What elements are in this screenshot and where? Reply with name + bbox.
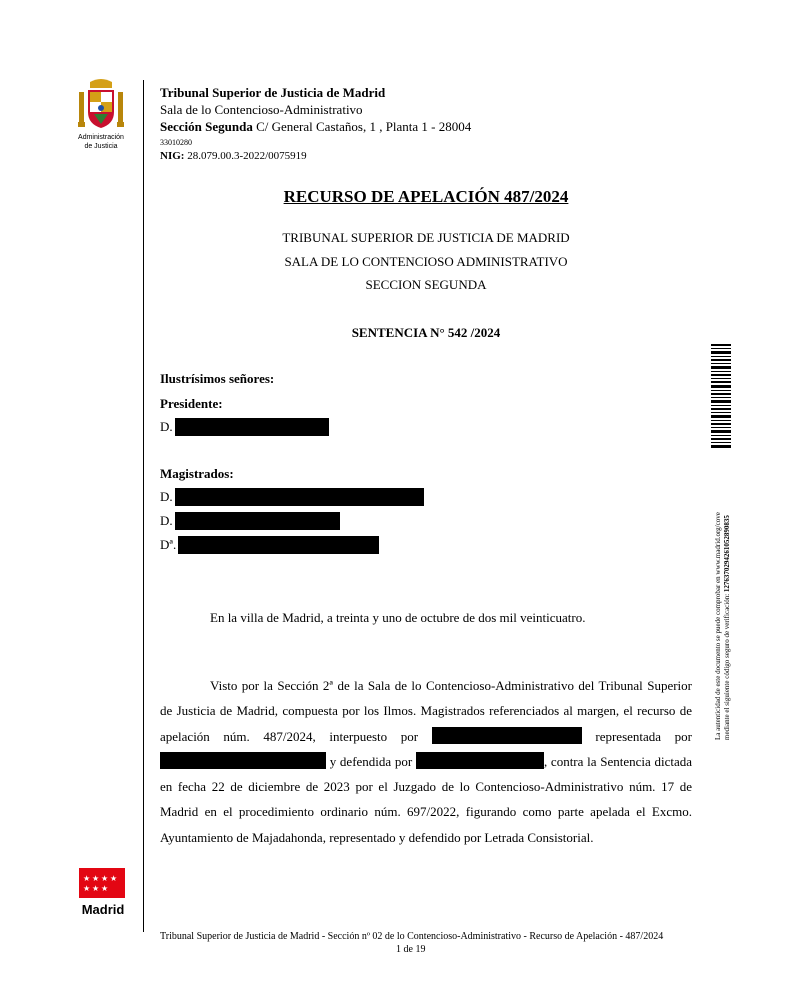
verification-line1: La autenticidad de este documento se puede comprobar en www.madrid.org/cove (714, 512, 722, 740)
redacted-name (175, 512, 340, 530)
body-text-4: , contra la Sentencia dictada en fecha 22 de diciembre de 2023 por el Juzgado de lo Contencioso-Administrativo núm. 17 de Madrid en el procedimiento ordinario núm. 697/2022, figurando como parte apelada el Excmo. Ayuntamiento de Majadahonda, representado y defendido por Letrada Consistorial. (160, 753, 692, 845)
margin-rule (143, 80, 144, 932)
court-block-line: SECCION SEGUNDA (365, 277, 487, 292)
president-line (160, 418, 329, 436)
body-text-3: y defendida por (329, 753, 413, 769)
verification-note (714, 460, 736, 740)
redacted-lawyer (416, 752, 544, 769)
name-prefix: D. (160, 419, 173, 434)
madrid-logo-label: Madrid (81, 902, 125, 917)
coat-of-arms-icon (76, 78, 126, 134)
court-block-line: TRIBUNAL SUPERIOR DE JUSTICIA DE MADRID (282, 230, 570, 245)
sentencia-number: SENTENCIA N° 542 /2024 (351, 325, 501, 340)
section-label: Sección Segunda (160, 119, 253, 134)
page-footer: Tribunal Superior de Justicia de Madrid - Sección nº 02 de lo Contencioso-Administrativo - Recurso de Apelación - 487/2024 (160, 931, 664, 942)
verification-code: 1276370294261052890835 (723, 515, 731, 593)
stars-icon (79, 868, 125, 898)
crest-caption (64, 133, 138, 151)
document-title: RECURSO DE APELACIÓN 487/2024 (283, 187, 569, 206)
redacted-name (178, 536, 379, 554)
svg-text:★: ★ (92, 884, 100, 893)
magistrates-label: Magistrados: (160, 466, 234, 481)
magistrate-line (160, 512, 340, 530)
madrid-flag-icon (79, 868, 125, 898)
nig-value: 28.079.00.3-2022/0075919 (187, 150, 307, 162)
court-block-line: SALA DE LO CONTENCIOSO ADMINISTRATIVO (284, 254, 568, 269)
redacted-party (432, 727, 582, 744)
barcode-icon (711, 344, 731, 450)
magistrate-line (160, 536, 379, 554)
svg-text:★: ★ (83, 874, 91, 883)
verification-line2: mediante el siguiente código seguro de verificación: (723, 593, 731, 740)
nig-label: NIG: (160, 150, 185, 162)
svg-text:★: ★ (101, 884, 109, 893)
redacted-name (175, 418, 329, 436)
svg-text:★: ★ (110, 874, 118, 883)
body-paragraph (160, 673, 692, 850)
name-prefix: Dª. (160, 537, 177, 552)
magistrate-line (160, 488, 424, 506)
svg-text:★: ★ (92, 874, 100, 883)
court-address: C/ General Castaños, 1 , Planta 1 - 28004 (256, 119, 472, 134)
court-name: Tribunal Superior de Justicia de Madrid (160, 85, 386, 100)
svg-text:★: ★ (83, 884, 91, 893)
court-header (160, 84, 471, 163)
page-number: 1 de 19 (396, 944, 426, 955)
crest-caption-line1: Administración (78, 134, 124, 141)
redacted-representative (160, 752, 326, 769)
body-text-1: Visto por la Sección 2ª de la Sala de lo Contencioso-Administrativo del Tribunal Superior de Justicia de Madrid, compuesta por los Ilmos. Magistrados referenciados al margen, el recurso de apelación núm. 487/2024, interpuesto por (160, 678, 692, 744)
body-text-2: representada por (595, 728, 693, 744)
crest-caption-line2: de Justicia (84, 143, 118, 150)
court-code: 33010280 (160, 138, 192, 147)
name-prefix: D. (160, 489, 173, 504)
date-place-line: En la villa de Madrid, a treinta y uno de octubre de dos mil veinticuatro. (210, 610, 586, 625)
president-label: Presidente: (160, 396, 223, 411)
panel-intro: Ilustrísimos señores: (160, 371, 275, 386)
svg-text:★: ★ (101, 874, 109, 883)
name-prefix: D. (160, 513, 173, 528)
redacted-name (175, 488, 424, 506)
chamber-name: Sala de lo Contencioso-Administrativo (160, 102, 363, 117)
